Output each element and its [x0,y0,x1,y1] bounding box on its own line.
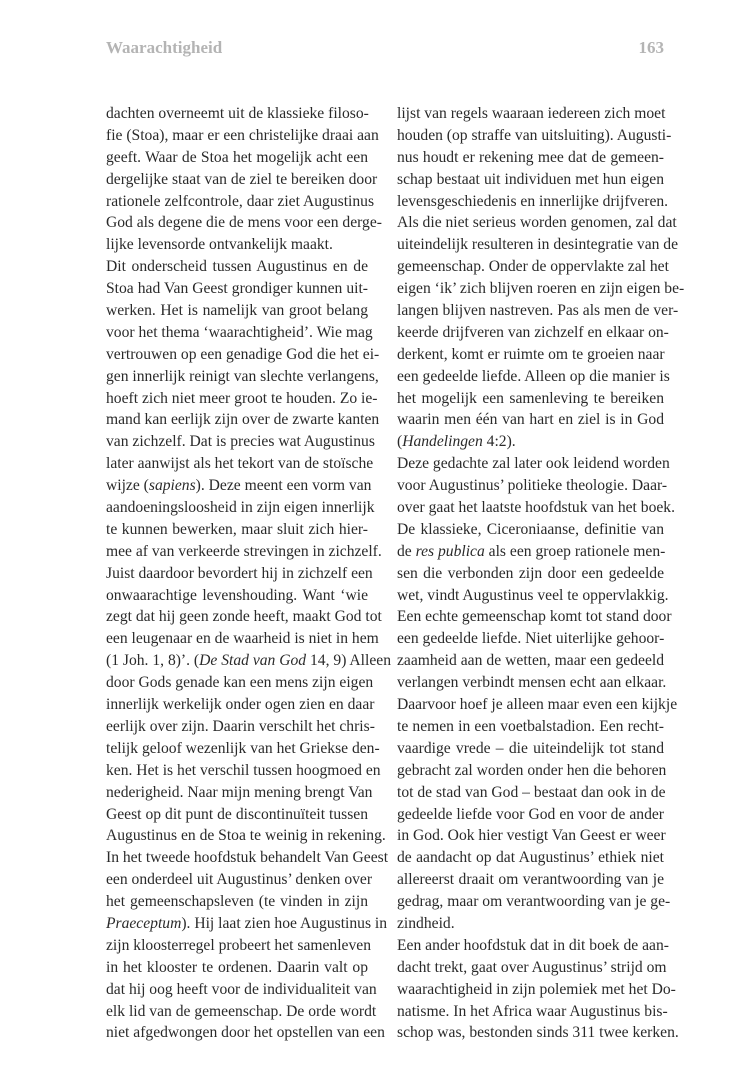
text-segment: een gedeelde liefde. Niet uiterlijke gehoor- [397,630,665,648]
text-segment: waarin men één van hart en ziel is in God [397,411,664,429]
text-segment: in het klooster te ordenen. Daarin valt op [106,958,368,976]
text-line [397,322,669,344]
text-segment: lijst van regels waaraan iedereen zich moet [397,105,666,122]
text-segment: de [397,542,416,560]
text-segment: zijn kloosterregel probeert het samenleven [106,936,371,954]
text-line [106,672,374,694]
text-segment: Deze gedachte zal later ook leidend worden [397,455,670,473]
text-line [106,913,388,935]
text-line [397,191,669,213]
text-line [397,431,664,453]
italic-text: Praeceptum [106,914,182,932]
text-line [106,650,391,672]
text-line [106,212,382,234]
text-segment: voor Augustinus’ politieke theologie. Daar- [397,477,668,495]
text-line [106,278,368,300]
text-line [106,869,373,891]
text-line [397,344,664,366]
italic-text: res publica [415,542,485,560]
text-segment: door Gods genade kan een mens zijn eigen [106,674,374,692]
text-segment: dergelijke staat van de ziel te bereiken door [106,170,378,188]
text-line [106,935,371,957]
text-segment: allereerst draait om verantwoording van je [397,871,664,889]
text-line [106,563,373,585]
text-segment: gebracht zal worden onder hen die behoren [397,761,667,779]
text-line [397,409,664,431]
text-line [106,191,375,213]
text-line [106,103,368,125]
text-segment: waarachtigheid in zijn polemiek met het Do- [397,980,676,998]
text-line [397,804,664,826]
text-line [106,957,368,979]
text-line [397,650,664,672]
text-line [106,125,379,147]
text-line [397,453,670,475]
text-line [397,563,664,585]
text-line [106,738,380,760]
text-line [106,541,382,563]
text-segment: wijze ( [106,477,149,495]
text-segment: Stoa had Van Geest grondiger kunnen uit- [106,280,368,298]
text-segment: innerlijk werkelijk onder ogen zien en daar [106,696,375,714]
text-segment: 14, 9) Alleen [306,652,391,670]
text-line [106,431,375,453]
running-head [106,38,664,62]
text-line [397,212,677,234]
text-segment: verlangen verbindt mensen echt aan elkaar. [397,674,667,692]
text-line [397,256,669,278]
text-line [397,103,664,125]
text-segment: rationele zelfcontrole, daar ziet Augustinus [106,192,375,210]
text-segment: een onderdeel uit Augustinus’ denken over [106,871,373,889]
text-segment: te kunnen bewerken, maar sluit zich hier- [106,520,368,538]
text-line [106,694,375,716]
text-segment: wet, vindt Augustinus veel te oppervlakkig. [397,586,669,604]
text-segment: tot de stad van God – bestaat dan ook in de [397,783,666,801]
text-segment: nederigheid. Naar mijn mening brengt Van [106,783,373,801]
text-segment: Een ander hoofdstuk dat in dit boek de aan- [397,936,669,954]
text-line [106,234,368,256]
text-segment: onwaarachtige levenshouding. Want ‘wie [106,586,368,604]
text-segment: Juist daardoor bevordert hij in zichzelf een [106,564,373,582]
text-line [106,409,380,431]
text-segment: uiteindelijk resulteren in desintegratie van de [397,236,679,254]
text-line [397,847,664,869]
text-segment: lijke levensorde ontvankelijk maakt. [106,236,333,254]
text-segment: van zichzelf. Dat is precies wat Augustinus [106,433,375,451]
text-line [106,804,368,826]
text-segment: sen die verbonden zijn door een gedeelde [397,564,664,582]
text-line [106,716,375,738]
text-line [106,147,368,169]
text-segment: mee af van verkeerde strevingen in zichzelf. [106,542,382,560]
text-line [106,169,378,191]
text-segment: zaamheid aan de wetten, maar een gedeeld [397,652,664,670]
text-segment: houden (op straffe van uitsluiting). Augusti- [397,126,672,144]
text-line [397,628,664,650]
text-line [397,891,671,913]
text-segment: gedeelde liefde voor God en voor de ander [397,805,664,823]
text-line [397,869,664,891]
text-line [397,694,678,716]
text-line [397,147,664,169]
text-segment: Een echte gemeenschap komt tot stand door [397,608,672,626]
text-segment: een gedeelde liefde. Alleen op die manier is [397,367,670,385]
text-segment: langen blijven nastreven. Pas als men de ver- [397,302,679,320]
text-line [397,979,676,1001]
text-line [106,979,377,1001]
text-line [106,453,374,475]
text-segment: dacht trekt, gaat over Augustinus’ strijd om [397,958,667,976]
text-line [397,497,675,519]
text-column-right [397,103,685,1044]
text-segment: ken. Het is het verschil tussen hoogmoed en [106,761,381,779]
text-line [397,782,664,804]
text-line [397,913,664,935]
text-segment: ( [397,433,403,451]
text-segment: het gemeenschapsleven (te vinden in zijn [106,893,368,911]
text-segment: te nemen in een voetbalstadion. Een recht- [397,717,664,735]
text-line [106,344,380,366]
text-segment: vertrouwen op een genadige God die het ei- [106,345,380,363]
text-segment: dachten overneemt uit de klassieke filoso- [106,105,369,122]
text-segment: over gaat het laatste hoofdstuk van het boek. [397,499,675,517]
text-segment: hoeft zich niet meer groot te houden. Zo ie- [106,389,378,407]
text-segment: eigen ‘ik’ zich blijven roeren en zijn eigen be- [397,280,685,298]
text-segment: keerde drijfveren van zichzelf en elkaar on- [397,323,669,341]
text-segment: later aanwijst als het tekort van de stoïsche [106,455,374,473]
text-segment: schap bestaat uit individuen met hun eigen [397,170,664,188]
text-line [106,366,379,388]
text-segment: Dit onderscheid tussen Augustinus en de [106,258,368,276]
text-line [397,125,672,147]
text-segment: Geest op dit punt de discontinuïteit tussen [106,805,368,823]
text-segment: Augustinus en de Stoa te weinig in rekening. [106,827,386,845]
text-line [397,475,668,497]
text-segment: In het tweede hoofdstuk behandelt Van Geest [106,849,389,867]
text-line [397,519,664,541]
text-line [397,234,679,256]
text-line [106,475,372,497]
text-line [397,366,670,388]
text-line [397,585,669,607]
text-line [397,957,667,979]
text-line [106,760,381,782]
text-segment: gemeenschap. Onder de oppervlakte zal het [397,258,669,276]
text-segment: dat hij oog heeft voor de individualiteit van [106,980,377,998]
text-line [397,300,679,322]
text-segment: zegt dat hij geen zonde heeft, maakt God tot [106,608,382,626]
text-segment: De klassieke, Ciceroniaanse, definitie van [397,520,664,538]
text-segment: gen innerlijk reinigt van slechte verlangens, [106,367,379,385]
text-segment: vaardige vrede – die uiteindelijk tot stand [397,739,664,757]
text-line [397,738,664,760]
text-line [397,169,664,191]
chapter-title: Waarachtigheid [106,38,223,57]
italic-text: De Stad van God [199,652,307,670]
text-line [106,388,378,410]
text-segment: zindheid. [397,914,455,932]
text-line [106,322,373,344]
text-line [397,1022,679,1044]
text-segment: telijk geloof wezenlijk van het Griekse den- [106,739,380,757]
text-line [397,388,664,410]
text-line [397,541,664,563]
text-column-left [106,103,391,1044]
text-segment: voor het thema ‘waarachtigheid’. Wie mag [106,323,373,341]
text-segment: elk lid van de gemeenschap. De orde wordt [106,1002,377,1020]
text-segment: levensgeschiedenis en innerlijke drijfveren. [397,192,669,210]
text-line [397,825,664,847]
text-segment: derkent, komt er ruimte om te groeien naar [397,345,665,363]
text-segment: nus houdt er rekening mee dat de gemeen- [397,148,664,166]
text-line [397,760,667,782]
text-segment: de aandacht op dat Augustinus’ ethiek niet [397,849,664,867]
text-line [106,891,368,913]
text-segment: het mogelijk een samenleving te bereiken [397,389,664,407]
text-segment: fie (Stoa), maar er een christelijke draai aan [106,126,379,144]
text-line [397,672,667,694]
text-segment: schop was, bestonden sinds 311 twee kerken. [397,1024,679,1042]
text-line [397,278,685,300]
text-line [106,1001,377,1023]
text-segment: eerlijk over zijn. Daarin verschilt het chris- [106,717,375,735]
page-number: 163 [638,38,664,57]
text-line [397,1001,668,1023]
text-segment: 4:2). [482,433,516,451]
text-line [106,300,368,322]
text-line [106,847,389,869]
text-line [106,497,375,519]
text-segment: geeft. Waar de Stoa het mogelijk acht een [106,148,368,166]
text-line [106,628,379,650]
text-line [106,1022,385,1044]
text-segment: mand kan eerlijk zijn over de zwarte kanten [106,411,380,429]
text-segment: ). Deze meent een vorm van [195,477,372,495]
text-segment: gedrag, maar om verantwoording van je ge- [397,893,671,911]
text-line [397,716,664,738]
text-segment: (1 Joh. 1, 8)’. ( [106,652,200,670]
text-line [106,782,373,804]
text-segment: aandoeningsloosheid in zijn eigen innerlijk [106,499,375,517]
text-segment: in God. Ook hier vestigt Van Geest er weer [397,827,666,845]
text-segment: ). Hij laat zien hoe Augustinus in [181,914,388,932]
text-line [397,606,672,628]
text-line [106,519,368,541]
italic-text: sapiens [148,477,196,495]
text-line [106,585,368,607]
text-line [397,935,669,957]
text-segment: Als die niet serieus worden genomen, zal dat [397,214,677,232]
text-segment: werken. Het is namelijk van groot belang [106,302,368,320]
text-line [106,606,382,628]
text-segment: niet afgedwongen door het opstellen van een [106,1024,385,1042]
text-segment: natisme. In het Africa waar Augustinus bis- [397,1002,668,1020]
text-segment: als een groep rationele men- [484,542,666,560]
text-line [106,256,368,278]
text-line [106,825,386,847]
text-segment: een leugenaar en de waarheid is niet in hem [106,630,379,648]
text-segment: God als degene die de mens voor een derge- [106,214,382,232]
text-segment: Daarvoor hoef je alleen maar even een kijkje [397,696,678,714]
italic-text: Handelingen [402,433,483,451]
